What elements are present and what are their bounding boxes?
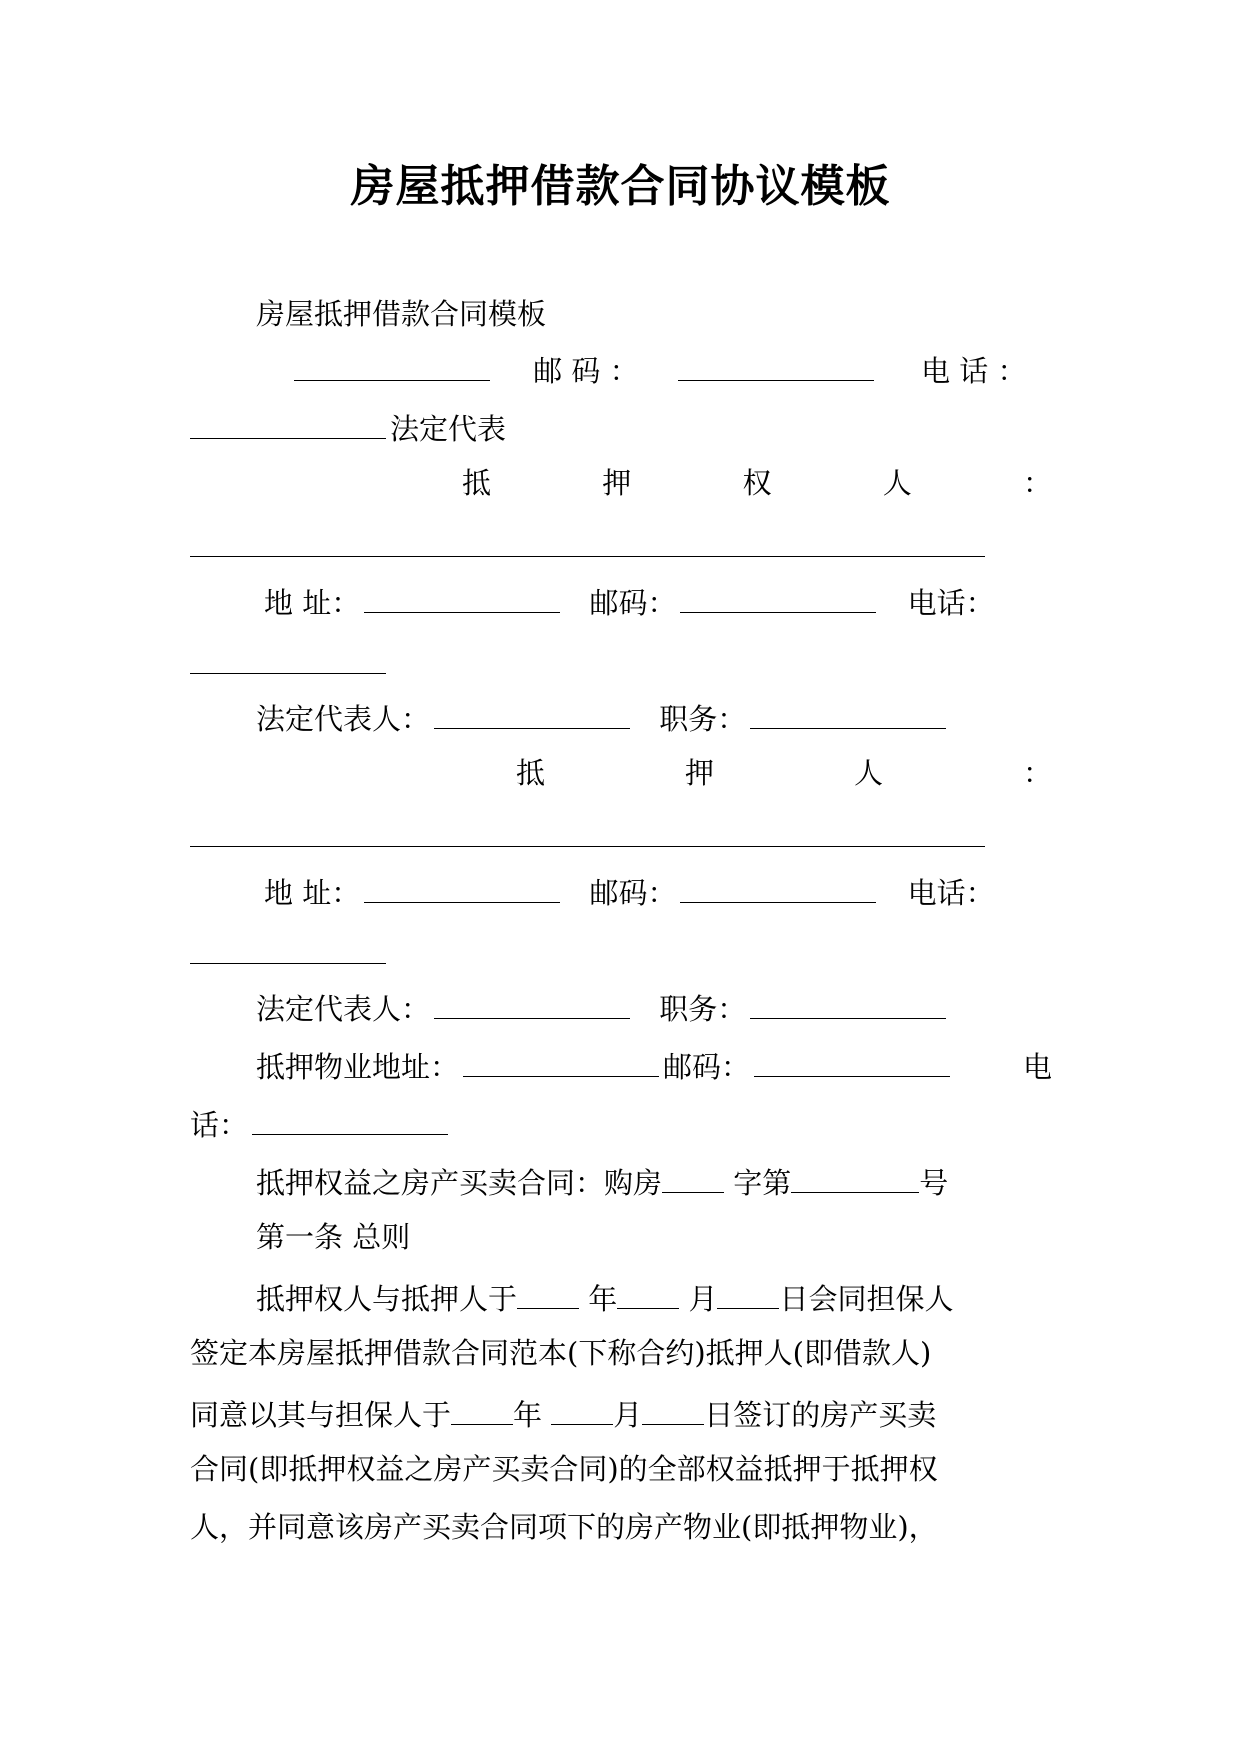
article-line: 人，并同意该房产买卖合同项下的房产物业(即抵押物业)， (190, 1510, 938, 1544)
mortgagor-address-row (190, 860, 1052, 918)
legal-rep-blank[interactable] (434, 976, 630, 1019)
address-blank[interactable] (364, 860, 560, 903)
address-label: 地 址： (264, 586, 361, 620)
property-phone-row (190, 1092, 1052, 1150)
day-blank[interactable] (642, 1382, 704, 1425)
mortgagee-char: 抵 (462, 466, 492, 500)
mortgagor-char: 人 (853, 756, 883, 790)
mortgagor-char: ： (1022, 756, 1052, 790)
phone-blank[interactable] (252, 1092, 448, 1135)
contract-number-blank[interactable] (662, 1150, 724, 1193)
position-label: 职务： (659, 702, 747, 736)
document-title: 房屋抵押借款合同协议模板 (350, 161, 891, 212)
mortgagor-label (190, 744, 1052, 802)
mortgagee-address-row (190, 570, 1052, 628)
mortgagee-name-line[interactable] (190, 556, 985, 557)
contract-serial-blank[interactable] (791, 1150, 919, 1193)
text-run: 月 (613, 1398, 643, 1432)
property-address-blank[interactable] (463, 1034, 659, 1077)
article-line (190, 1382, 1052, 1440)
phone-blank[interactable] (190, 396, 386, 439)
phone-label: 电 话 ： (921, 354, 1027, 388)
mortgagor-name-line[interactable] (190, 846, 985, 847)
legal-rep-label: 法定代表 (390, 412, 507, 446)
postcode-label: 邮码： (663, 1050, 751, 1084)
article-line (190, 1266, 1052, 1324)
contract-reference-row (190, 1150, 1052, 1208)
phone-label: 电话： (907, 876, 995, 910)
property-address-row (190, 1034, 1052, 1092)
year-blank[interactable] (517, 1266, 579, 1309)
position-blank[interactable] (750, 686, 946, 729)
phone-blank[interactable] (190, 963, 386, 964)
mortgagor-rep-row (190, 976, 1052, 1034)
contract-suffix: 号 (919, 1166, 949, 1200)
position-blank[interactable] (750, 976, 946, 1019)
article-line: 合同(即抵押权益之房产买卖合同)的全部权益抵押于抵押权 (190, 1452, 938, 1486)
postcode-blank[interactable] (754, 1034, 950, 1077)
address-blank[interactable] (364, 570, 560, 613)
position-label: 职务： (659, 992, 747, 1026)
postcode-label: 邮码： (589, 876, 677, 910)
property-address-label: 抵押物业地址： (256, 1050, 460, 1084)
address-label: 地 址： (264, 876, 361, 910)
postcode-blank[interactable] (680, 860, 876, 903)
year-blank[interactable] (451, 1382, 513, 1425)
article-line: 签定本房屋抵押借款合同范本(下称合约)抵押人(即借款人) (190, 1336, 932, 1370)
month-blank[interactable] (551, 1382, 613, 1425)
text-run: 月 (679, 1282, 718, 1316)
text-run: 日会同担保人 (779, 1282, 954, 1316)
text-run: 同意以其与担保人于 (190, 1398, 452, 1432)
text-run: 日签订的房产买卖 (704, 1398, 937, 1432)
text-run: 抵押权人与抵押人于 (256, 1282, 518, 1316)
contract-mid: 字第 (724, 1166, 792, 1200)
day-blank[interactable] (717, 1266, 779, 1309)
month-blank[interactable] (617, 1266, 679, 1309)
mortgagee-char: 权 (742, 466, 772, 500)
postcode-blank[interactable] (678, 338, 874, 381)
legal-rep-label: 法定代表人： (256, 992, 431, 1026)
mortgagee-char: 人 (882, 466, 912, 500)
mortgagee-rep-row (190, 686, 1052, 744)
text-run: 年 (579, 1282, 618, 1316)
postcode-blank[interactable] (680, 570, 876, 613)
legal-rep-label: 法定代表人： (256, 702, 431, 736)
text-run: 年 (513, 1398, 552, 1432)
mortgagee-contact-row (190, 338, 1052, 396)
article-heading: 第一条 总则 (256, 1220, 411, 1254)
legal-rep-row (190, 396, 1052, 454)
phone-blank[interactable] (190, 673, 386, 674)
mortgagee-name-blank[interactable] (294, 338, 490, 381)
subtitle: 房屋抵押借款合同模板 (256, 297, 547, 331)
postcode-label: 邮 码 ： (533, 354, 639, 388)
mortgagee-label (190, 454, 1052, 512)
postcode-label: 邮码： (589, 586, 677, 620)
contract-prefix: 抵押权益之房产买卖合同：购房 (256, 1166, 663, 1200)
phone-label: 话： (190, 1108, 249, 1142)
phone-label: 电 (1022, 1050, 1052, 1084)
mortgagee-char: ： (1022, 466, 1052, 500)
mortgagee-char: 押 (602, 466, 632, 500)
phone-label: 电话： (907, 586, 995, 620)
legal-rep-blank[interactable] (434, 686, 630, 729)
mortgagor-char: 抵 (516, 756, 546, 790)
mortgagor-char: 押 (684, 756, 714, 790)
